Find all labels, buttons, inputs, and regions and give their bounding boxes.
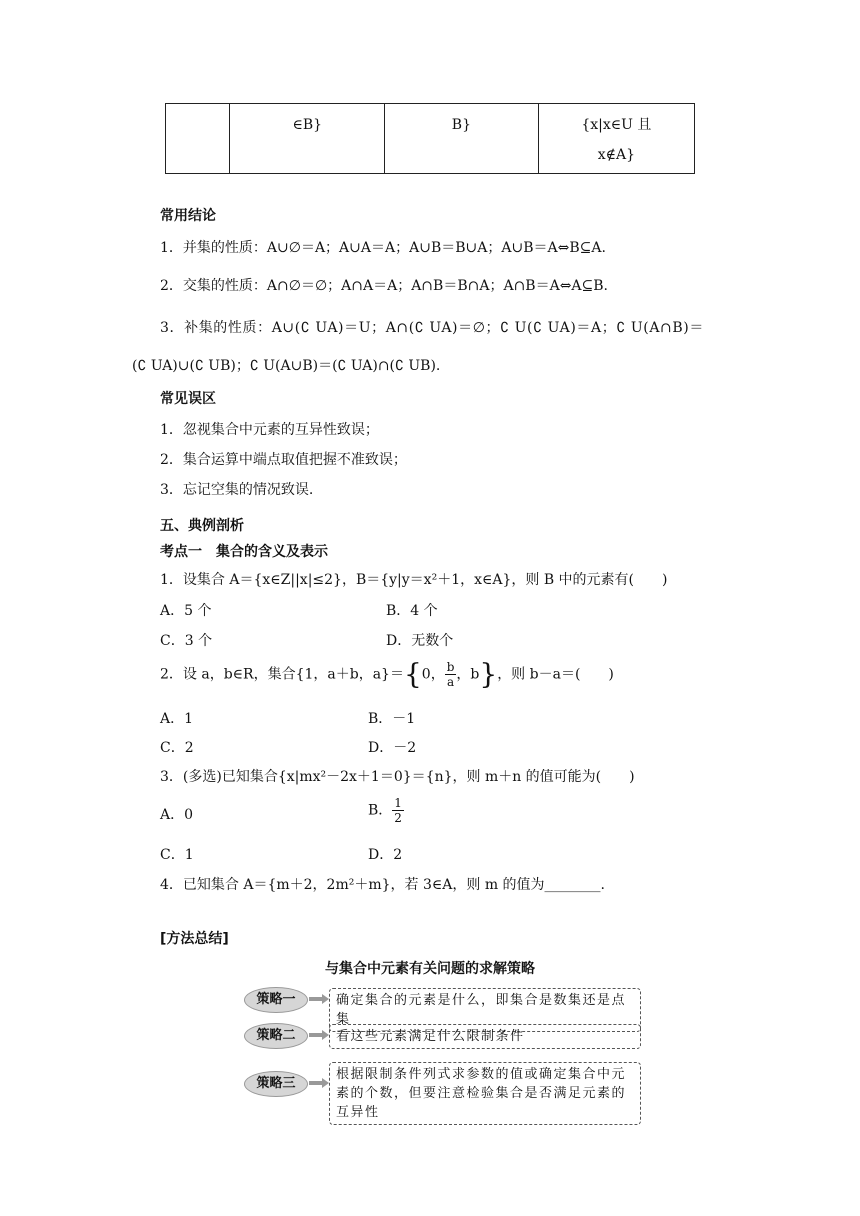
left-brace: { (403, 657, 422, 691)
strategy-3-text: 根据限制条件列式求参数的值或确定集合中元素的个数，但要注意检验集合是否满足元素的互异性 (329, 1062, 641, 1125)
q3-option-b-label: B． (368, 802, 393, 819)
question-4-stem: 4．已知集合 A＝{m＋2，2m²＋m}，若 3∈A，则 m 的值为________. (160, 877, 605, 893)
section-heading: 五、典例剖析 (160, 518, 244, 534)
conclusion-3-line2: (∁ UA)∪(∁ UB)；∁ U(A∪B)＝(∁ UA)∩(∁ UB). (132, 358, 441, 374)
conclusions-heading: 常用结论 (160, 208, 216, 224)
pitfall-item: 3．忘记空集的情况致误. (160, 482, 314, 498)
q3-option-a: A．0 (160, 807, 194, 823)
q2-set-zero: 0， (421, 666, 445, 683)
strategy-1-label: 策略一 (244, 987, 308, 1013)
q1-option-c: C．3 个 (160, 633, 213, 649)
pitfall-item: 1．忽视集合中元素的互异性致误； (160, 422, 379, 438)
strategy-2-text: 看这些元素满足什么限制条件 (329, 1024, 641, 1049)
q3-option-d: D．2 (368, 847, 403, 863)
table-cell (166, 104, 230, 174)
fraction-one-half (392, 796, 404, 825)
q3-option-b (368, 796, 404, 825)
arrow-right-icon (309, 1030, 329, 1040)
q3-option-c: C．1 (160, 847, 194, 863)
fraction-denominator: 2 (394, 811, 402, 825)
fraction-numerator: 1 (394, 796, 402, 810)
q2-option-c: C．2 (160, 740, 194, 756)
strategy-3-label: 策略三 (244, 1071, 308, 1097)
complement-def-line2: x∉A} (597, 147, 636, 163)
table-cell: B} (385, 104, 539, 174)
conclusion-1: 1．并集的性质：A∪∅＝A；A∪A＝A；A∪B＝B∪A；A∪B＝A⇔B⊆A. (160, 240, 606, 256)
right-brace: } (479, 657, 498, 691)
strategy-2-label: 策略二 (244, 1023, 308, 1049)
fraction-numerator: b (446, 660, 455, 674)
question-3-stem: 3．(多选)已知集合{x|mx²－2x＋1＝0}＝{n}，则 m＋n 的值可能为( ) (160, 769, 635, 785)
pitfall-item: 2．集合运算中端点取值把握不准致误； (160, 452, 407, 468)
q2-stem-post: ，则 b－a＝( ) (497, 666, 614, 683)
table-cell: ∈B} (230, 104, 385, 174)
q2-option-d: D．－2 (368, 740, 417, 756)
conclusion-2: 2．交集的性质：A∩∅＝∅；A∩A＝A；A∩B＝B∩A；A∩B＝A⇔A⊆B. (160, 278, 609, 294)
conclusion-3-line1: 3．补集的性质：A∪(∁ UA)＝U；A∩(∁ UA)＝∅；∁ U(∁ UA)＝A；∁ U(A∩B)＝ (160, 320, 704, 336)
q2-option-b: B．－1 (368, 711, 416, 727)
arrow-right-icon (309, 1078, 329, 1088)
question-2-stem (160, 657, 614, 691)
q1-option-a: A．5 个 (160, 603, 212, 619)
strategy-diagram-title: 与集合中元素有关问题的求解策略 (325, 961, 535, 977)
q2-stem-pre: 2．设 a，b∈R，集合{1，a＋b，a}＝ (160, 666, 404, 683)
method-heading: [方法总结] (160, 931, 229, 947)
arrow-right-icon (309, 994, 329, 1004)
q1-option-b: B．4 个 (386, 603, 438, 619)
set-operations-table-fragment (165, 103, 695, 174)
complement-def-line1: {x|x∈U 且 (581, 117, 652, 133)
table-cell (538, 104, 694, 174)
pitfalls-heading: 常见误区 (160, 391, 216, 407)
question-1-stem: 1．设集合 A＝{x∈Z||x|≤2}，B＝{y|y＝x²＋1，x∈A}，则 B 中的元素有( ) (160, 572, 668, 588)
q1-option-d: D．无数个 (386, 633, 454, 649)
fraction-denominator: a (446, 675, 455, 689)
q2-set-last: ，b (456, 666, 480, 683)
topic-heading: 考点一 集合的含义及表示 (160, 544, 328, 560)
q2-option-a: A．1 (160, 711, 194, 727)
strategy-1-text: 确定集合的元素是什么，即集合是数集还是点集 (329, 988, 641, 1032)
fraction-b-over-a (445, 660, 457, 689)
